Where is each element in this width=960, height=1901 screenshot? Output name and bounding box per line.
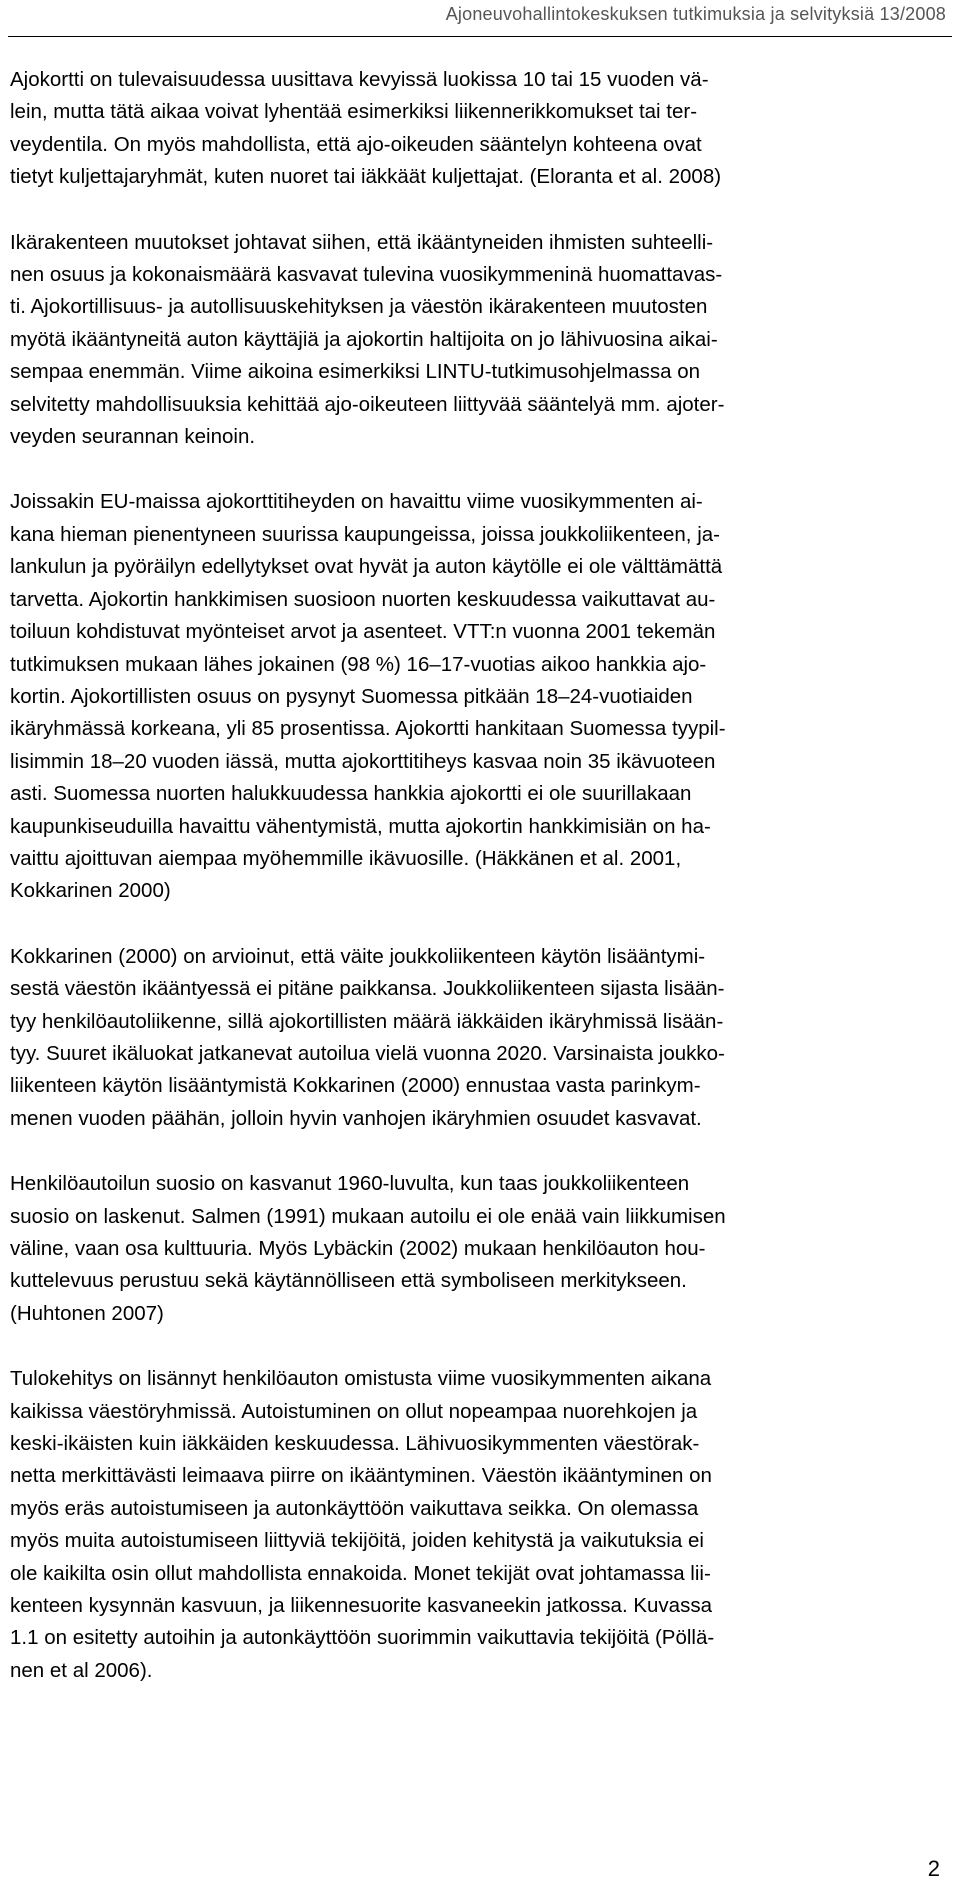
text-line: selvitetty mahdollisuuksia kehittää ajo-oikeuteen liittyvää sääntelyä mm. ajoter- [10, 392, 725, 416]
text-line: menen vuoden päähän, jolloin hyvin vanhojen ikäryhmien osuudet kasvavat. [10, 1106, 702, 1130]
text-line: lisimmin 18–20 vuoden iässä, mutta ajokorttitiheys kasvaa noin 35 ikävuoteen [10, 749, 716, 773]
paragraph [10, 486, 940, 907]
running-header: Ajoneuvohallintokeskuksen tutkimuksia ja selvityksiä 13/2008 [445, 4, 946, 24]
text-line: veyden seurannan keinoin. [10, 425, 256, 449]
text-line: nen et al 2006). [10, 1658, 153, 1682]
text-line: tarvetta. Ajokortin hankkimisen suosioon nuorten keskuudessa vaikuttavat au- [10, 587, 716, 611]
text-line: Henkilöautoilun suosio on kasvanut 1960-luvulta, kun taas joukkoliikenteen [10, 1172, 690, 1196]
text-line: asti. Suomessa nuorten halukkuudessa hankkia ajokortti ei ole suurillakaan [10, 782, 692, 806]
paragraph [10, 1168, 940, 1330]
text-line: myötä ikääntyneitä auton käyttäjiä ja ajokortin haltijoita on jo lähivuosina aikai- [10, 327, 718, 351]
text-line: kenteen kysynnän kasvuun, ja liikennesuorite kasvaneekin jatkossa. Kuvassa [10, 1594, 712, 1618]
paragraph [10, 1363, 940, 1687]
text-line: vaittu ajoittuvan aiempaa myöhemmille ikävuosille. (Häkkänen et al. 2001, [10, 846, 682, 870]
text-line: tietyt kuljettajaryhmät, kuten nuoret tai iäkkäät kuljettajat. (Eloranta et al. 2008) [10, 165, 722, 189]
text-line: tyy. Suuret ikäluokat jatkanevat autoilua vielä vuonna 2020. Varsinaista joukko- [10, 1041, 725, 1065]
text-line: Ikärakenteen muutokset johtavat siihen, että ikääntyneiden ihmisten suhteelli- [10, 230, 714, 254]
text-line: ti. Ajokortillisuus- ja autollisuuskehityksen ja väestön ikärakenteen muutosten [10, 295, 708, 319]
page-number: 2 [927, 1856, 940, 1881]
text-line: kuttelevuus perustuu sekä käytännölliseen että symboliseen merkitykseen. [10, 1269, 687, 1293]
text-line: kortin. Ajokortillisten osuus on pysynyt Suomessa pitkään 18–24-vuotiaiden [10, 684, 693, 708]
text-line: lankulun ja pyöräilyn edellytykset ovat hyvät ja auton käytölle ei ole välttämättä [10, 555, 723, 579]
text-line: Kokkarinen 2000) [10, 879, 171, 903]
text-line: myös eräs autoistumiseen ja autonkäyttöön vaikuttava seikka. On olemassa [10, 1496, 699, 1520]
text-line: ikäryhmässä korkeana, yli 85 prosentissa. Ajokortti hankitaan Suomessa tyypil- [10, 717, 726, 741]
text-line: veydentila. On myös mahdollista, että ajo-oikeuden sääntelyn kohteena ovat [10, 132, 702, 156]
text-line: 1.1 on esitetty autoihin ja autonkäyttöön suorimmin vaikuttavia tekijöitä (Pöllä- [10, 1626, 715, 1650]
text-line: suosio on laskenut. Salmen (1991) mukaan autoilu ei ole enää vain liikkumisen [10, 1204, 726, 1228]
text-line: keski-ikäisten kuin iäkkäiden keskuudessa. Lähivuosikymmenten väestörak- [10, 1432, 700, 1456]
text-line: nen osuus ja kokonaismäärä kasvavat tulevina vuosikymmeninä huomattavas- [10, 263, 723, 287]
text-line: liikenteen käytön lisääntymistä Kokkarinen (2000) ennustaa vasta parinkym- [10, 1074, 701, 1098]
text-line: kana hieman pienentyneen suurissa kaupungeissa, joissa joukkoliikenteen, ja- [10, 522, 720, 546]
text-line: toiluun kohdistuvat myönteiset arvot ja asenteet. VTT:n vuonna 2001 tekemän [10, 620, 716, 644]
text-line: lein, mutta tätä aikaa voivat lyhentää esimerkiksi liikennerikkomukset tai ter- [10, 100, 698, 124]
paragraph [10, 64, 940, 194]
text-line: kaupunkiseuduilla havaittu vähentymistä, mutta ajokortin hankkimisiän on ha- [10, 814, 711, 838]
text-line: (Huhtonen 2007) [10, 1301, 164, 1325]
text-line: Kokkarinen (2000) on arvioinut, että väite joukkoliikenteen käytön lisääntymi- [10, 944, 706, 968]
paragraph [10, 941, 940, 1135]
text-line: sempaa enemmän. Viime aikoina esimerkiksi LINTU-tutkimusohjelmassa on [10, 360, 701, 384]
text-line: ole kaikilta osin ollut mahdollista ennakoida. Monet tekijät ovat johtamassa lii- [10, 1561, 711, 1585]
header-divider [8, 36, 952, 37]
text-line: kaikissa väestöryhmissä. Autoistuminen on ollut nopeampaa nuorehkojen ja [10, 1399, 698, 1423]
text-line: myös muita autoistumiseen liittyviä tekijöitä, joiden kehitystä ja vaikutuksia ei [10, 1529, 704, 1553]
text-line: tyy henkilöautoliikenne, sillä ajokortillisten määrä iäkkäiden ikäryhmissä lisään- [10, 1009, 724, 1033]
text-line: Joissakin EU-maissa ajokorttitiheyden on havaittu viime vuosikymmenten ai- [10, 490, 703, 514]
paragraph [10, 227, 940, 454]
text-line: netta merkittävästi leimaava piirre on ikääntyminen. Väestön ikääntyminen on [10, 1464, 712, 1488]
text-line: Tulokehitys on lisännyt henkilöauton omistusta viime vuosikymmenten aikana [10, 1367, 712, 1391]
text-line: väline, vaan osa kulttuuria. Myös Lybäckin (2002) mukaan henkilöauton hou- [10, 1237, 706, 1260]
text-line: Ajokortti on tulevaisuudessa uusittava kevyissä luokissa 10 tai 15 vuoden vä- [10, 68, 709, 91]
text-line: sestä väestön ikääntyessä ei pitäne paikkansa. Joukkoliikenteen sijasta lisään- [10, 977, 725, 1001]
text-line: tutkimuksen mukaan lähes jokainen (98 %) 16–17-vuotias aikoo hankkia ajo- [10, 652, 707, 676]
document-body [10, 64, 940, 1720]
